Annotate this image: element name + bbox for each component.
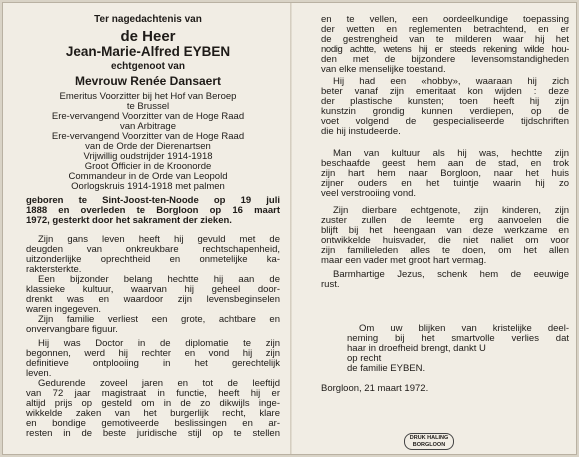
body-line: leven. [26,368,52,379]
title-line: Vrijwillig oudstrijder 1914-1918 [83,151,213,162]
body-line: veel verstrooiing vond. [321,188,417,199]
body-line: beter vanaf zijn emeritaat kon wijden : deze [321,86,569,97]
body-line: Hij was Doctor in de diplomatie te zijn [38,338,280,349]
body-line: beschaafde geest hem aan de stad, en trok [321,158,569,169]
body-line: blijft bij het heengaan van deze werkzame en [321,225,569,236]
body-line: den met de bijzondere levensomstandigheden [321,54,569,65]
body-line: Zijn familie verliest een grote, achtbare en [38,314,280,325]
title-line: Commandeur in de Orde van Leopold [68,171,228,182]
birth-line: geboren te Sint-Joost-ten-Noode op 19 juli [26,195,280,206]
fold-line [290,3,292,454]
body-line: onvervangbare figuur. [26,324,118,335]
body-line: van 72 jaar magistraat in functie, heeft hij er [26,388,280,399]
body-line: der plastische kunsten; toen heeft hij zijn [321,96,569,107]
body-line: Man van kultuur als hij was, hechtte zijn [333,148,569,159]
body-line: Gedurende zoveel jaren en tot de leeftijd [38,378,280,389]
body-line: wikkelde zaken van het burgerlijk recht, klare [26,408,280,419]
title-prefix: de Heer [120,28,176,45]
body-line: klassieke kultuur, waarvan hij geheel door- [26,284,280,295]
body-line: zijn familieleden alles te doen, om het allen [321,245,569,256]
title-line: Ere-vervangend Voorzitter van de Hoge Raad [51,131,245,142]
prayer-line: rust. [321,279,340,290]
body-line: der wetten en reglementen betrachtend, en er [321,24,569,35]
title-line: van Arbitrage [120,121,176,132]
body-line: Een bijzonder belang hechtte hij aan de [38,274,280,285]
printer-stamp [404,433,454,450]
body-line: drenkt was en waardoor zijn levensbeginselen [26,294,280,305]
birth-line: 1888 en overleden te Borgloon op 16 maart [26,205,280,216]
thanks-line: haar in droefheid brengt, dankt U [347,343,486,354]
title-line: Ere-vervangend Voorzitter van de Hoge Raad [51,111,245,122]
thanks-line: neming bij het smartvolle verlies dat [347,333,569,344]
place-date: Borgloon, 21 maart 1972. [321,383,429,394]
body-line: en te vellen, een oordeelkundige toepassing [321,14,569,25]
title-line: Emeritus Voorzitter bij het Hof van Beroep [59,91,237,102]
stamp-line: DRUK HALING [409,435,449,441]
body-line: resten in de beste juridische stijl op te stellen [26,428,280,439]
title-line: te Brussel [126,101,170,112]
title-line: Oorlogskruis 1914-1918 met palmen [71,181,225,192]
prayer-line: Barmhartige Jezus, schenk hem de eeuwige [333,269,569,280]
body-line: zuster zullen de leemte erg aanvoelen die [321,215,569,226]
birth-line: 1972, gesterkt door het sakrament der zieken. [26,215,232,226]
body-line: zijner ouders en het tuintje waarin hij zo [321,178,569,189]
stamp-line: BORGLOON [412,442,446,448]
body-line: die hij instudeerde. [321,126,401,137]
body-line: van elke menselijke toestand. [321,64,446,75]
body-line: uitzonderlijke oprechtheid en onmetelijke ka- [26,254,280,265]
body-line: maar een vader met groot hart vermag. [321,255,487,266]
thanks-line: op recht [347,353,382,364]
intro-line: Ter nagedachtenis van [94,14,202,25]
body-line: definitieve ontplooiing in het gerechtelijk [26,358,280,369]
body-line: kunstzin grondig kunnen verdiepen, op de [321,106,569,117]
body-line: ontwikkelde huisvader, die niet naliet om voor [321,235,569,246]
title-line: van de Orde der Dierenartsen [85,141,211,152]
spouse-name: Mevrouw Renée Dansaert [74,74,222,88]
body-line: Hij had een «hobby», waaraan hij zich [333,76,569,87]
deceased-name: Jean-Marie-Alfred EYBEN [65,44,231,59]
body-line: altijd prijs op gesteld om in de zo dikwijls inge- [26,398,280,409]
body-line: voet volgend de gespecialiseerde tijdschriften [321,116,569,127]
body-line: deugden van onkreukbare rechtschapenheid, [26,244,280,255]
body-line: nodig achtte, wetens hij er steeds rekening wilde hou- [321,44,569,55]
body-line: en bondige gemotiveerde beslissingen en ar- [26,418,280,429]
body-line: waren ingegeven. [26,304,101,315]
title-line: Groot Officier in de Kroonorde [84,161,212,172]
spouse-intro: echtgenoot van [111,61,185,72]
body-line: de gestrengheid van te milderen waar hij het [321,34,569,45]
body-line: zijn hart hem naar Borgloon, naar het huis [321,168,569,179]
thanks-line: Om uw blijken van kristelijke deel- [359,323,569,334]
body-line: begonnen, werd hij rechter en vond hij zijn [26,348,280,359]
memorial-card [2,2,577,455]
body-line: Zijn gans leven heeft hij gevuld met de [38,234,280,245]
body-line: raktersterkte. [26,264,82,275]
body-line: Zijn dierbare echtgenote, zijn kinderen, zijn [333,205,569,216]
thanks-signature: de familie EYBEN. [347,363,426,374]
